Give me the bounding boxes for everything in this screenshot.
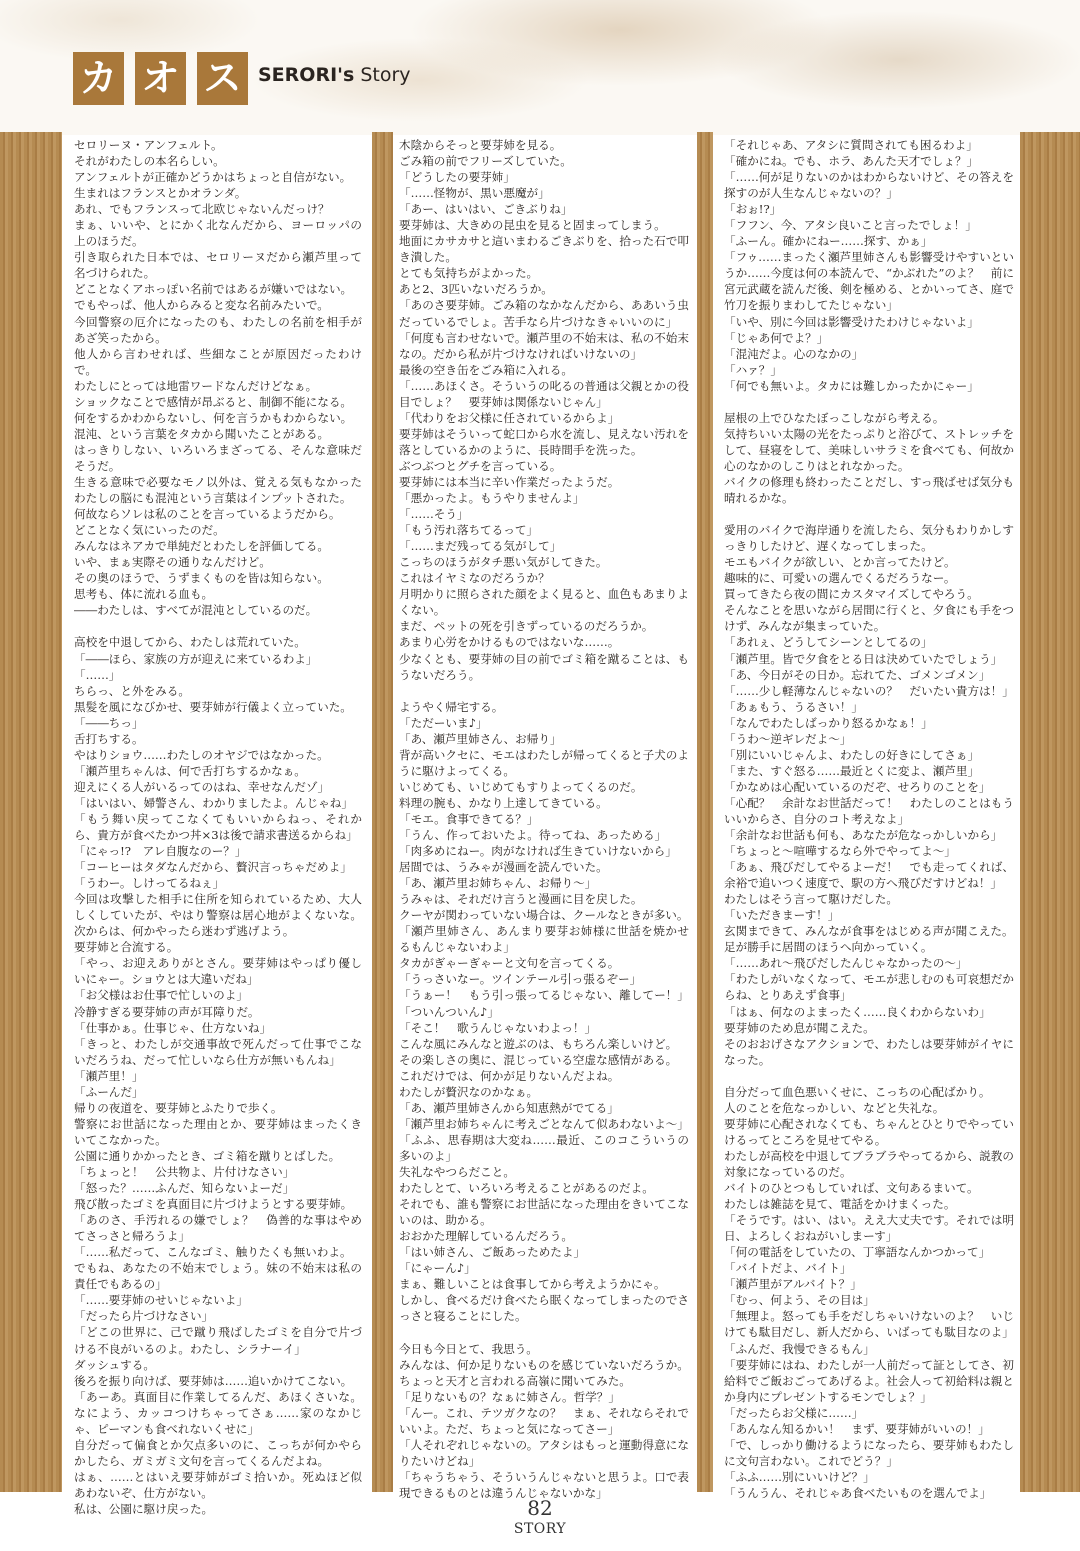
paragraph: わたしが贅沢なのかなぁ。: [399, 1084, 539, 1099]
paragraph: 居間では、うみゃが漫画を読んでいた。: [399, 860, 608, 875]
paragraph: 後ろを振り向けば、要芽姉は……追いかけてこない。: [74, 1373, 353, 1388]
section-break: [399, 1324, 689, 1340]
paragraph: あまり心労をかけるものではないな……。: [399, 635, 620, 650]
paragraph: ちらっ、と外をみる。: [74, 683, 190, 698]
paragraph: 思考も、体に流れる血も。: [74, 587, 214, 602]
paragraph: 今日も今日とて、我思う。: [399, 1341, 538, 1356]
paragraph: 「フゥ……まったく瀬芦里姉さんも影響受けやすいというか……今度は何の本読んで、“かぶれた”のよ？ 前に宮元武蔵を読んだ後、剣を極める、とかいってさ、庭で竹刀を振りまわしてたじゃない」: [724, 250, 1014, 313]
paragraph: 「肉多めにねー。肉がなければ生きていけないから」: [399, 844, 677, 859]
paragraph: 「ちゃうちゃう、そういうんじゃないと思うよ。口で表現できるものとは違うんじゃないかな」: [399, 1469, 689, 1500]
paragraph: 「瀬芦里お姉ちゃんに考えごとなんて似あわないよ～」: [399, 1116, 689, 1131]
text-column-2: [399, 137, 689, 1501]
paragraph: 「で、しっかり働けるようになったら、要芽姉もわたしに文句言わない。これでどう？」: [724, 1437, 1014, 1468]
page-subtitle: [258, 64, 411, 86]
paragraph: 「……あほくさ。そういうの叱るの普通は父親とかの役目でしょ？ 要芽姉は関係ないじゃん」: [399, 378, 689, 409]
paragraph: 「また、すぐ怒る……最近とくに変よ、瀬芦里」: [724, 763, 980, 778]
paragraph: 「うん、作っておいたよ。待ってね、あっためる」: [399, 828, 667, 843]
paragraph: 「瀬芦里がアルバイト？」: [724, 1277, 862, 1292]
paragraph: 気持ちいい太陽の光をたっぷりと浴びて、ストレッチをして、昼寝をして、美味しいサラミを食べても、何故か心のなかのしこりはとれなかった。: [724, 426, 1014, 473]
paragraph: 「だったらお父様に……」: [724, 1405, 864, 1420]
paragraph: アンフェルトが正確かどうかはちょっと自信がない。: [74, 170, 352, 185]
paragraph: そんなことを思いながら居間に行くと、夕食にも手をつけず、みんなが集まっていた。: [724, 603, 1014, 634]
paragraph: 「あぁ、飛びだしてやるよーだ！ でも走ってくれば、余裕で追いつく速度で、駅の方へ飛びだすけどね！」: [724, 860, 1014, 891]
paragraph: 人のことを危なっかしい、などと失礼な。: [724, 1100, 945, 1115]
paragraph: 「ただーいま♪」: [399, 715, 488, 730]
paragraph: まぁ、いいや、とにかく北なんだから、ヨーロッパの上のほうだ。: [74, 218, 362, 249]
paragraph: 何をするかわからないし、何を言うかもわからない。: [74, 410, 353, 425]
paragraph: 「むっ、何よう、その目は」: [724, 1293, 875, 1308]
paragraph: 他人から言わせれば、些細なことが原因だったわけで。: [74, 346, 362, 377]
paragraph: 「……そう」: [399, 507, 469, 522]
subtitle-bold: SERORI's: [258, 64, 355, 86]
paragraph: 要芽姉は、大きめの昆虫を見ると固まってしまう。: [399, 218, 666, 233]
paragraph: 「はい姉さん、ご飯あっためたよ」: [399, 1245, 586, 1260]
paragraph: ぶつぶつとグチを言っている。: [399, 458, 562, 473]
paragraph: 「ふんだ、我慢できるもん」: [724, 1341, 875, 1356]
paragraph: 「何の電話をしていたの、丁寧語なんかつかって」: [724, 1245, 991, 1260]
paragraph: しかし、食べるだけ食べたら眠くなってしまったのでさっさと寝ることにした。: [399, 1293, 689, 1324]
paragraph: 私は、公園に駆け戻った。: [74, 1501, 214, 1516]
paragraph: 何故ならソレは私のことを言っているようだから。: [74, 507, 341, 522]
paragraph: その楽しさの奥に、混じっている空虚な感情がある。: [399, 1052, 678, 1067]
paragraph: 「どうしたの要芽姉」: [399, 170, 515, 185]
paragraph: 屋根の上でひなたぼっこしながら考える。: [724, 410, 945, 425]
page-number: 82: [527, 1496, 553, 1520]
paragraph: 「ちょっと！ 公共物よ、片付けなさい」: [74, 1165, 295, 1179]
paragraph: 要芽姉に心配されなくても、ちゃんとひとりでやっていけるってところを見せてやる。: [724, 1116, 1014, 1147]
paragraph: これだけでは、何かが足りないんだよね。: [399, 1068, 620, 1083]
paragraph: 「ついんついん♪」: [399, 1004, 499, 1019]
paragraph: 混沌、という言葉をタカから聞いたことがある。: [74, 426, 330, 441]
paragraph: ようやく帰宅する。: [399, 699, 504, 714]
paragraph: 「仕事かぁ。仕事じゃ、仕方ないね」: [74, 1020, 272, 1035]
paragraph: わたしは雑誌を見て、電話をかけまくった。: [724, 1197, 956, 1212]
paragraph: 「はぁ、何なのよまったく……良くわからないわ」: [724, 1004, 991, 1019]
paragraph: 「それじゃあ、アタシに質問されても困るわよ」: [724, 138, 978, 152]
paragraph: 「あのさ要芽姉。ごみ箱のなかなんだから、ああいう虫だっているでしょ。苦手なら片づけなきゃいいのに」: [399, 298, 689, 329]
section-break: [724, 394, 1014, 410]
paragraph: ――わたしは、すべてが混沌としているのだ。: [74, 603, 318, 618]
paragraph: 「心配？ 余計なお世話だって！ わたしのことはもういいからさ、自分のコト考えなよ」: [724, 795, 1014, 826]
paragraph: 「うっさいなー。ツインテール引っ張るぞー」: [399, 972, 642, 987]
paragraph: 自分だって偏食とか欠点多いのに、こっちが何かやらかしたら、ガミガミ文句を言ってくるんだよね。: [74, 1437, 362, 1468]
paragraph: 地面にカサカサと這いまわるごきぶりを、拾った石で叩き潰した。: [399, 234, 689, 265]
paragraph: 舌打ちする。: [74, 731, 144, 746]
paragraph: 黒髪を風になびかせ、要芽姉が行儀よく立っていた。: [74, 699, 352, 714]
paragraph: そのおおげさなアクションで、わたしは要芽姉がイヤになった。: [724, 1036, 1014, 1067]
section-label: STORY: [513, 1521, 567, 1537]
paragraph: 「怒った？……ふんだ、知らないよーだ」: [74, 1181, 295, 1196]
paragraph: どことなく気にいったのだ。: [74, 523, 225, 538]
subtitle-rest: Story: [360, 64, 411, 86]
paragraph: 迎えにくる人がいるってのはね、幸せなんだゾ」: [74, 779, 330, 794]
paragraph: 「ふふ……別にいいけど？」: [724, 1469, 875, 1484]
paragraph: 「じゃあ何でよ？」: [724, 330, 829, 345]
paragraph: 「余計なお世話も何も、あなたが危なっかしいから」: [724, 828, 1003, 843]
paragraph: 「そうです。はい、はい。ええ大丈夫です。それでは明日、よろしくおねがいしまーす」: [724, 1213, 1014, 1244]
paragraph: クーヤが関わっていない場合は、クールなときが多い。: [399, 908, 689, 923]
paragraph: 今回警察の厄介になったのも、わたしの名前を相手があざ笑ったから。: [74, 314, 362, 345]
paragraph: 帰りの夜道を、要芽姉とふたりで歩く。: [74, 1100, 283, 1115]
paragraph: セロリーヌ・アンフェルト。: [74, 138, 223, 152]
decorative-strip-left: [0, 132, 62, 1492]
paragraph: 「……何が足りないのかはわからないけど、その答えを探すのが人生なんじゃないの？」: [724, 170, 1014, 201]
paragraph: 「混沌だよ。心のなかの」: [724, 346, 864, 361]
paragraph: 「……要芽姉のせいじゃないよ」: [74, 1293, 248, 1308]
paragraph: 玄関まできて、みんなが食事をはじめる声が聞こえた。: [724, 924, 1014, 939]
paragraph: その奥のほうで、うずまくものを皆は知らない。: [74, 571, 329, 586]
paragraph: 「あぁもう、うるさい！」: [724, 699, 864, 714]
paragraph: はっきりしない、いろいろまざってる、そんな意味だそうだ。: [74, 442, 362, 473]
paragraph: わたしにとっては地雷ワードなんだけどなぁ。: [74, 378, 318, 393]
paragraph: これはイヤミなのだろうか？: [399, 571, 550, 586]
paragraph: 「うわ～逆ギレだよ～」: [724, 731, 852, 746]
paragraph: わたしはそう言って駆けだした。: [724, 892, 898, 907]
paragraph: 冷静すぎる要芽姉の声が耳障りだ。: [74, 1004, 260, 1019]
paragraph: 「あ、今日がその日か。忘れてた、ゴメンゴメン」: [724, 667, 991, 682]
paragraph: 「おぉ!?」: [724, 202, 782, 217]
paragraph: 失礼なやつらだこと。: [399, 1165, 515, 1179]
paragraph: バイクの修理も終わったことだし、すっ飛ばせば気分も晴れるかな。: [724, 474, 1014, 506]
paragraph: 「ふーん。確かにねー……探す、かぁ」: [724, 234, 933, 249]
title-char-box: オ: [135, 52, 186, 105]
paragraph: 「あ、瀬芦里姉さんから知恵熱がでてる」: [399, 1100, 619, 1115]
paragraph: 要芽姉のため息が聞こえた。: [724, 1020, 875, 1035]
paragraph: 「ふふ、思春期は大変ね……最近、このコこういうの多いのよ」: [399, 1132, 689, 1163]
paragraph: 「もう汚れ落ちてるって」: [399, 523, 539, 538]
paragraph: 「要芽姉にはね、わたしが一人前だって証としてさ、初給料でご飯おごってあげるよ。社会人って初給料は親とか身内にプレゼントするモンでしょ？」: [724, 1357, 1014, 1404]
paragraph: 「モエ。食事できてる？」: [399, 811, 539, 826]
paragraph: はぁ、……とはいえ要芽姉がゴミ拾いか。死ぬほど似あわないぞ、仕方がない。: [74, 1469, 362, 1500]
paragraph: どことなくアホっぽい名前ではあるが嫌いではない。: [74, 282, 353, 297]
section-break: [399, 683, 689, 699]
paragraph: 「かなめは心配いているのだぞ、せろりのことを」: [724, 779, 991, 794]
paragraph: 「にゃーん♪」: [399, 1261, 476, 1276]
title-char-box: カ: [73, 52, 124, 105]
paragraph: 要芽姉はそういって蛇口から水を流し、見えない汚れを落としているかのように、長時間手を洗った。: [399, 426, 689, 457]
paragraph: 「お父様はお仕事で忙しいのよ」: [74, 988, 248, 1003]
paragraph: 趣味的に、可愛いの選んでくるだろうなー。: [724, 571, 956, 586]
paragraph: 「いや、別に今回は影響受けたわけじゃないよ」: [724, 314, 979, 329]
paragraph: でもやっぱ、他人からみると変な名前みたいで。: [74, 298, 329, 313]
section-break: [724, 506, 1014, 522]
paragraph: 「だったら片づけなさい」: [74, 1309, 214, 1324]
paragraph: 「悪かったよ。もうやりませんよ」: [399, 491, 585, 506]
paragraph: 要芽姉には本当に辛い作業だったようだ。: [399, 474, 620, 489]
paragraph: 「ハァ？」: [724, 362, 782, 377]
paragraph: 足が勝手に居間のほうへ向かっていく。: [724, 940, 933, 955]
paragraph: 最後の空き缶をごみ箱に入れる。: [399, 362, 573, 377]
paragraph: やはりショウ……わたしのオヤジではなかった。: [74, 747, 329, 762]
paragraph: 「わたしがいなくなって、モエが悲しむのも可哀想だからね、とりあえず食事」: [724, 972, 1014, 1003]
paragraph: 「――ほら、家族の方が迎えに来ているわよ」: [74, 651, 318, 666]
paragraph: 「あーあ。真面目に作業してるんだ、あほくさいな。なによう、カッコつけちゃってさぁ……家のなかじゃ、ピーマンも食べれないくせに」: [74, 1389, 362, 1436]
paragraph: 「いただきまーす！」: [724, 908, 840, 923]
paragraph: 背が高いクセに、モエはわたしが帰ってくると子犬のように駆けよってくる。: [399, 747, 689, 778]
paragraph: 公園に通りかかったとき、ゴミ箱を蹴りとばした。: [74, 1148, 341, 1163]
paragraph: 「……怪物が、黒い悪魔が」: [399, 186, 550, 201]
paragraph: 「あ、瀬芦里お姉ちゃん、お帰り～」: [399, 876, 597, 891]
paragraph: 「無理よ。怒っても手をだしちゃいけないのよ？ いじけても駄目だし、新人だから、いばっても駄目なのよ」: [724, 1309, 1014, 1340]
paragraph: バイトのひとつもしていれば、文句あるまいて。: [724, 1181, 979, 1196]
paragraph: 「ふーんだ」: [74, 1084, 144, 1099]
paragraph: 「そこ！ 歌うんじゃないわよっ！」: [399, 1020, 597, 1035]
paragraph: うみゃは、それだけ言うと漫画に目を戻した。: [399, 892, 643, 907]
paragraph: 「足りないもの？なぁに姉さん。哲学？」: [399, 1389, 620, 1404]
paragraph: 警察にお世話になった理由とか、要芽姉はまったくきいてこなかった。: [74, 1116, 362, 1147]
paragraph: おおかた理解しているんだろう。: [399, 1229, 573, 1244]
paragraph: 「瀬芦里ちゃんは、何で舌打ちするかなぁ。: [74, 763, 306, 778]
paragraph: 「別にいいじゃんよ、わたしの好きにしてさぁ」: [724, 747, 980, 762]
paragraph: 「ちょっと～喧嘩するなら外でやってよ～」: [724, 844, 956, 859]
paragraph: タカがぎゃーぎゃーと文句を言ってくる。: [399, 956, 620, 971]
paragraph: それがわたしの本名らしい。: [74, 154, 225, 169]
paragraph: ダッシュする。: [74, 1357, 155, 1372]
paragraph: 高校を中退してから、わたしは荒れていた。: [74, 635, 306, 650]
text-column-3: [724, 137, 1014, 1501]
paragraph: 「――ちっ」: [74, 715, 144, 730]
paragraph: 生きる意味で必要なモノ以外は、覚える気もなかったわたしの脳にも混沌という言葉はインプットされた。: [74, 474, 362, 506]
paragraph: こんな風にみんなと遊ぶのは、もちろん楽しいけど。: [399, 1036, 678, 1051]
paragraph: いや、まぁ実際その通りなんだけど。: [74, 555, 271, 570]
paragraph: とても気持ちがよかった。: [399, 266, 539, 281]
paragraph: ちょっと天才と言われる高嶺に聞いてみた。: [399, 1373, 631, 1388]
paragraph: 「うんうん、それじゃあ食べたいものを選んでよ」: [724, 1485, 992, 1500]
paragraph: 「なんでわたしばっかり怒るかなぁ！」: [724, 715, 933, 730]
paragraph: いじめても、いじめてもすりよってくるのだ。: [399, 779, 643, 794]
paragraph: 要芽姉と合流する。: [74, 940, 179, 955]
paragraph: 「確かにね。でも、ホラ、あんた天才でしょ？」: [724, 154, 979, 169]
paragraph: 「あれぇ、どうしてシーンとしてるの」: [724, 635, 933, 650]
paragraph: みんなは、何か足りないものを感じていないだろうか。: [399, 1357, 689, 1372]
paragraph: ごみ箱の前でフリーズしていた。: [399, 154, 572, 169]
paragraph: それでも、誰も警察にお世話になった理由をきいてこないのは、助かる。: [399, 1197, 689, 1228]
paragraph: 「……あれ～飛びだしたんじゃなかったの～」: [724, 956, 968, 971]
section-break: [74, 618, 362, 634]
paragraph: わたしが高校を中退してブラブラやってるから、説教の対象になっているのだ。: [724, 1148, 1014, 1179]
paragraph: 「……まだ残ってる気がして」: [399, 539, 562, 554]
paragraph: 「瀬芦里姉さん、あんまり要芽お姉様に世話を焼かせるもんじゃないわよ」: [399, 924, 689, 955]
paragraph: でもね、あなたの不始末でしょう。妹の不始末は私の責任でもあるの」: [74, 1261, 362, 1292]
paragraph: まだ、ペットの死を引きずっているのだろうか。: [399, 619, 654, 634]
paragraph: 「人それぞれじゃないの。アタシはもっと運動得意になりたいけどね」: [399, 1437, 689, 1468]
paragraph: 「うぁー！ もう引っ張ってるじゃない、離してー！」: [399, 988, 689, 1003]
paragraph: まぁ、難しいことは食事してから考えようかにゃ。: [399, 1277, 666, 1292]
paragraph: あと2、3匹いないだろうか。: [399, 282, 553, 297]
paragraph: 「あんなん知るかい！ まず、要芽姉がいいの！」: [724, 1421, 990, 1436]
paragraph: 「あー、はいはい、ごきぶりね」: [399, 202, 573, 217]
decorative-strip-middle-2: [697, 132, 713, 1492]
paragraph: 「代わりをお父様に任されているからよ」: [399, 410, 620, 425]
section-break: [724, 1068, 1014, 1084]
paragraph: 「フフン、今、アタシ良いこと言ったでしょ！」: [724, 218, 977, 233]
paragraph: 「……私だって、こんなゴミ、触りたくも無いわよ。: [74, 1245, 352, 1260]
paragraph: ショックなことで感情が昂ぶると、制御不能になる。: [74, 394, 353, 409]
paragraph: 「……少し軽薄なんじゃないの？ だいたい貴方は！」: [724, 683, 1014, 698]
paragraph: 「もう舞い戻ってこなくてもいいからねっ、それから、貴方が食べたかつ丼×3は後で請求書送るからね」: [74, 811, 362, 843]
paragraph: 「あのさ、手汚れるの嫌でしょ？ 偽善的な事はやめてさっさと帰ろうよ」: [74, 1213, 362, 1244]
paragraph: 生まれはフランスとかオランダ。: [74, 186, 247, 201]
paragraph: 「んー。これ、テツガクなの？ まぁ、それならそれでいいよ。ただ、ちょっと気になってさー」: [399, 1405, 689, 1436]
paragraph: 「きっと、わたしが交通事故で死んだって仕事でこないだろうね、だって忙しいなら仕方が無いもんね」: [74, 1036, 362, 1067]
paragraph: 木陰からそっと要芽姉を見る。: [399, 138, 562, 152]
decorative-strip-middle-1: [372, 132, 393, 1492]
paragraph: わたしとて、いろいろ考えることがあるのだよ。: [399, 1181, 654, 1196]
paragraph: 「にゃっ!? アレ自腹なのー？」: [74, 844, 247, 859]
paragraph: 愛用のバイクで海岸通りを流したら、気分もわりかしすっきりしたけど、遅くなってしまった。: [724, 523, 1014, 554]
paragraph: 自分だって血色悪いくせに、こっちの心配ばかり。: [724, 1084, 991, 1099]
paragraph: 少なくとも、要芽姉の目の前でゴミ箱を蹴ることは、もうないだろう。: [399, 651, 689, 682]
paragraph: 引き取られた日本では、セロリーヌだから瀬芦里って名づけられた。: [74, 250, 362, 281]
title-char-box: ス: [197, 52, 248, 105]
paragraph: 「コーヒーはタダなんだから、贅沢言っちゃだめよ」: [74, 860, 352, 875]
paragraph: 買ってきたら夜の間にカスタマイズしてやろう。: [724, 587, 979, 602]
text-column-1: [74, 137, 362, 1517]
paragraph: 「何でも無いよ。タカには難しかったかにゃー」: [724, 378, 979, 393]
paragraph: 料理の腕も、かなり上達してきている。: [399, 795, 608, 810]
paragraph: モエもバイクが欲しい、とか言ってたけど。: [724, 555, 956, 570]
paragraph: みんなはネアカで単純だとわたしを評価してる。: [74, 539, 329, 554]
paragraph: 「何度も言わせないで。瀬芦里の不始末は、私の不始末なの。だから私が片づけなければいけないの」: [399, 330, 689, 361]
paragraph: 「どこの世界に、己で蹴り飛ばしたゴミを自分で片づける不良がいるのよ。わたし、シラナーイ」: [74, 1325, 362, 1356]
decorative-strip-right: [1020, 132, 1080, 1492]
paragraph: 「やっ、お迎えありがとさん。要芽姉はやっぱり優しいにゃー。ショウとは大違いだね」: [74, 956, 362, 987]
paragraph: 「瀬芦里。皆で夕食をとる日は決めていたでしょう」: [724, 651, 1003, 666]
paragraph: こっちのほうがタチ悪い気がしてきた。: [399, 555, 608, 570]
paragraph: 「バイトだよ、バイト」: [724, 1261, 852, 1276]
paragraph: 「うわー。しけってるねぇ」: [74, 876, 225, 891]
paragraph: 今回は攻撃した相手に住所を知られているため、大人しくしていたが、やはり警察は居心地がよくないな。次からは、何かやったら迷わず逃げよう。: [74, 892, 362, 939]
paragraph: 「……」: [74, 667, 121, 682]
paragraph: 「はいはい、婦警さん、わかりましたよ。んじゃね」: [74, 795, 353, 810]
paragraph: 「瀬芦里！」: [74, 1068, 144, 1083]
paragraph: 「あ、瀬芦里姉さん、お帰り」: [399, 731, 562, 746]
paragraph: あれ、でもフランスって北欧じゃないんだっけ？: [74, 202, 330, 217]
paragraph: 月明かりに照らされた顔をよく見ると、血色もあまりよくない。: [399, 587, 689, 618]
paragraph: 飛び散ったゴミを真面目に片づけようとする要芽姉。: [74, 1197, 353, 1212]
